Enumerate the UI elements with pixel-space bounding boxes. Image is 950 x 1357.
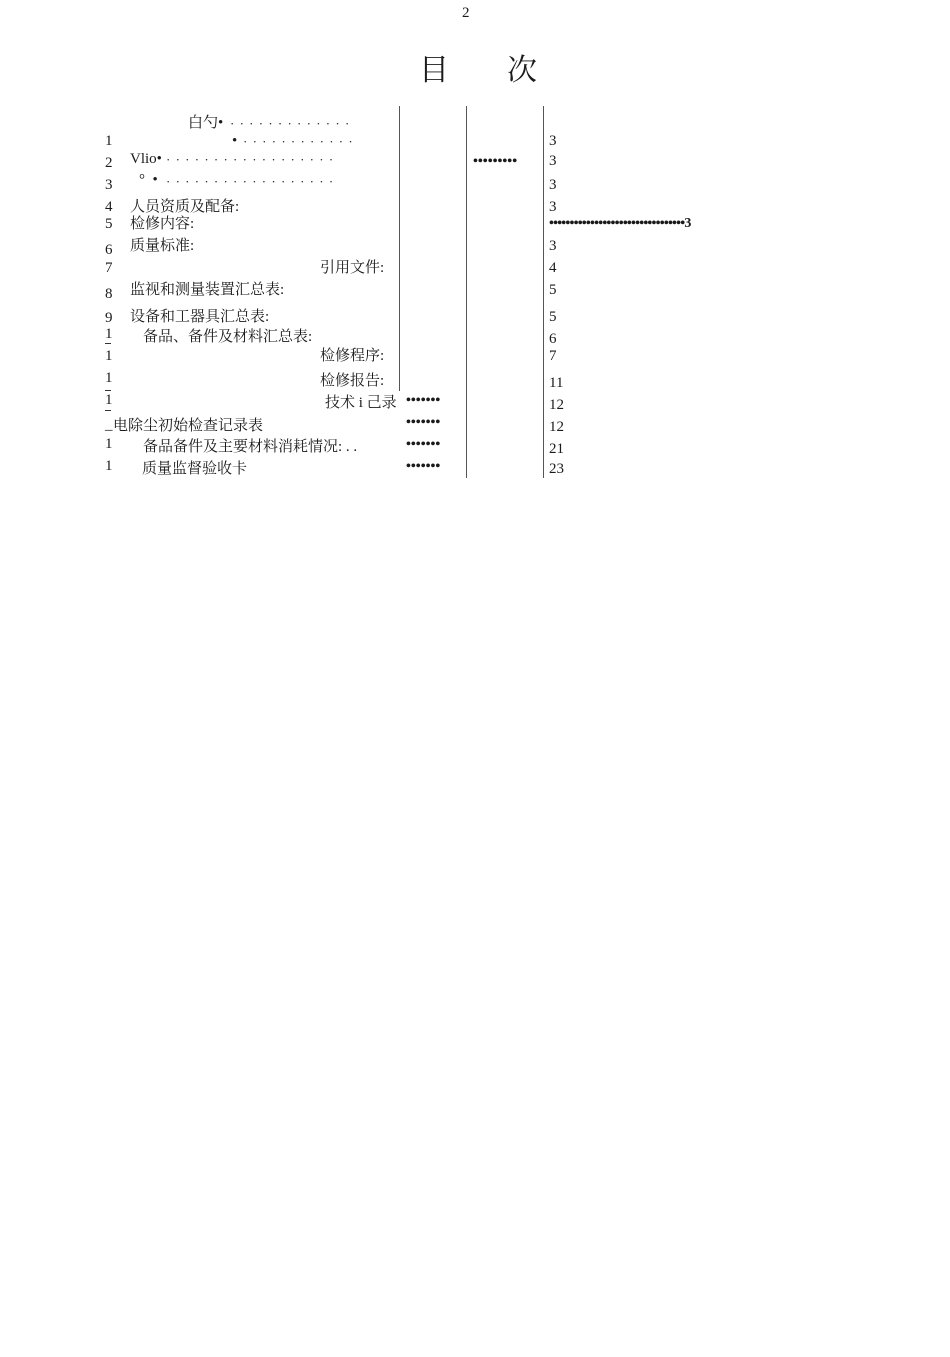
toc-title-left: 目 [419,53,449,88]
entry-number: 3 [105,177,113,193]
entry-number: 1 [105,370,113,386]
entry-number: 7 [105,260,113,276]
toc-entry-text: 电除尘初始检查记录表 [113,418,264,434]
toc-entry-leader: ••••••• [406,393,441,408]
entry-number: 8 [105,286,113,302]
middle-leader: ••••••••• [473,154,518,169]
toc-entry-page: 5 [549,309,557,325]
toc-entry-page: 3 [549,199,557,215]
toc-entry-text: 人员资质及配备: [130,199,240,215]
toc-entry-leader: · · · · · · · · · · · · · · · · · · [166,152,335,167]
toc-entry-page: 3 [549,238,557,254]
entry-number: 4 [105,199,113,215]
number-tick [105,410,111,411]
toc-entry-text: Vlio• [130,151,162,167]
toc-entry-page: •••••••••••••••••••••••••••••••••3 [549,216,691,231]
toc-entry-page: 3 [549,177,557,193]
toc-entry-leader: · · · · · · · · · · · · · · · · · · [166,174,335,189]
entry-number: 1 [105,436,113,452]
toc-entry-page: 3 [549,133,557,149]
toc-entry-page: 3 [549,153,557,169]
toc-entry-page: 23 [549,461,564,477]
toc-entry-text: 技术 i 己录 [325,395,397,411]
toc-entry-text: 检修程序: [320,348,385,364]
toc-title-right: 次 [507,53,537,88]
entry-number: 1 [105,348,113,364]
number-tick [105,390,111,391]
toc-entry-leader: · · · · · · · · · · · · · [230,116,351,131]
toc-entry-page: 4 [549,260,557,276]
toc-entry-text: 检修内容: [130,216,195,232]
entry-number: 1 [105,326,113,342]
toc-entry-text: • [232,133,238,149]
toc-entry-text: 备品备件及主要材料消耗情况: . . [143,439,358,455]
entry-number: 1 [105,133,113,149]
entry-number: 1 [105,458,113,474]
entry-number: _ [105,417,113,433]
toc-entry-leader: · · · · · · · · · · · · [243,134,354,149]
page-number: 2 [462,5,470,21]
toc-entry-text: 备品、备件及材料汇总表: [143,329,313,345]
number-tick [105,343,111,344]
entry-number: 6 [105,242,113,258]
column-rule-3 [543,106,544,478]
toc-entry-page: 12 [549,397,564,413]
entry-number: 5 [105,216,113,232]
toc-entry-page: 11 [549,375,564,391]
column-rule-2 [466,106,467,478]
toc-entry-text: 引用文件: [320,260,385,276]
toc-entry-leader: ••••••• [406,415,441,430]
toc-entry-page: 6 [549,331,557,347]
toc-entry-page: 12 [549,419,564,435]
toc-entry-page: 7 [549,348,557,364]
toc-entry-page: 21 [549,441,564,457]
column-rule-1 [399,106,400,391]
toc-entry-text: 检修报告: [320,373,385,389]
toc-entry-leader: ••••••• [406,459,441,474]
toc-entry-text: 设备和工器具汇总表: [130,309,270,325]
entry-number: 9 [105,310,113,326]
toc-entry-text: ° • [139,172,158,188]
toc-entry-text: 质量标准: [130,238,195,254]
toc-entry-page: 5 [549,282,557,298]
entry-number: 2 [105,155,113,171]
toc-entry-text: 监视和测量装置汇总表: [130,282,285,298]
toc-entry-text: 白勺• [188,115,224,131]
toc-entry-text: 质量监督验收卡 [142,461,248,477]
toc-entry-leader: ••••••• [406,437,441,452]
entry-number: 1 [105,392,113,408]
